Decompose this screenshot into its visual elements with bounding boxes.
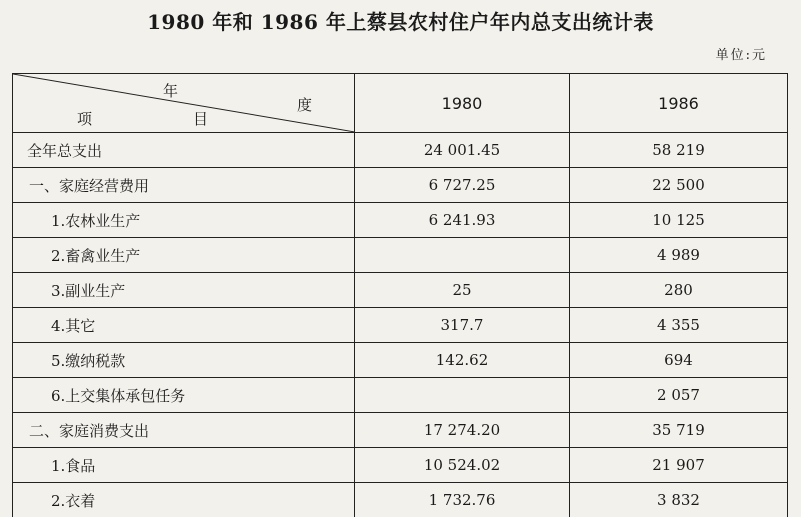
table-row: [13, 448, 788, 483]
cell-1986: 694: [570, 343, 788, 378]
table-row: [13, 343, 788, 378]
row-label: 全年总支出: [13, 133, 355, 168]
row-label: 6.上交集体承包任务: [13, 378, 355, 413]
diagonal-header-cell: [13, 74, 355, 133]
cell-1980: 10 524.02: [355, 448, 570, 483]
table-row: [13, 203, 788, 238]
cell-1980: 1 732.76: [355, 483, 570, 517]
row-label: 4.其它: [13, 308, 355, 343]
cell-1986: 3 832: [570, 483, 788, 517]
table-row: [13, 413, 788, 448]
table-row: [13, 273, 788, 308]
column-header-1980: 1980: [355, 74, 570, 133]
cell-1986: 21 907: [570, 448, 788, 483]
cell-1980: [355, 238, 570, 273]
header-mu-char: 目: [193, 110, 209, 128]
table-row: [13, 168, 788, 203]
cell-1986: 280: [570, 273, 788, 308]
row-label: 一、家庭经营费用: [13, 168, 355, 203]
table-row: [13, 238, 788, 273]
cell-1980: 142.62: [355, 343, 570, 378]
header-item-char: 项: [77, 110, 93, 128]
table-row: [13, 483, 788, 517]
row-label: 1.食品: [13, 448, 355, 483]
cell-1986: 2 057: [570, 378, 788, 413]
cell-1986: 22 500: [570, 168, 788, 203]
table-row: [13, 133, 788, 168]
row-label: 5.缴纳税款: [13, 343, 355, 378]
header-du-char: 度: [297, 96, 313, 114]
cell-1980: 25: [355, 273, 570, 308]
cell-1986: 35 719: [570, 413, 788, 448]
cell-1980: 6 241.93: [355, 203, 570, 238]
expenditure-table: [12, 73, 788, 517]
row-label: 1.农林业生产: [13, 203, 355, 238]
cell-1986: 58 219: [570, 133, 788, 168]
unit-note: 单位:元: [715, 48, 767, 63]
cell-1986: 10 125: [570, 203, 788, 238]
column-header-1986: 1986: [570, 74, 788, 133]
cell-1980: 317.7: [355, 308, 570, 343]
row-label: 2.衣着: [13, 483, 355, 517]
header-year-char: 年: [163, 82, 179, 100]
cell-1980: [355, 378, 570, 413]
header-row: [13, 74, 788, 133]
cell-1986: 4 355: [570, 308, 788, 343]
table-row: [13, 378, 788, 413]
cell-1980: 17 274.20: [355, 413, 570, 448]
cell-1986: 4 989: [570, 238, 788, 273]
table-row: [13, 308, 788, 343]
row-label: 二、家庭消费支出: [13, 413, 355, 448]
row-label: 3.副业生产: [13, 273, 355, 308]
cell-1980: 24 001.45: [355, 133, 570, 168]
row-label: 2.畜禽业生产: [13, 238, 355, 273]
table-title: 1980 年和 1986 年上蔡县农村住户年内总支出统计表: [147, 10, 654, 34]
cell-1980: 6 727.25: [355, 168, 570, 203]
